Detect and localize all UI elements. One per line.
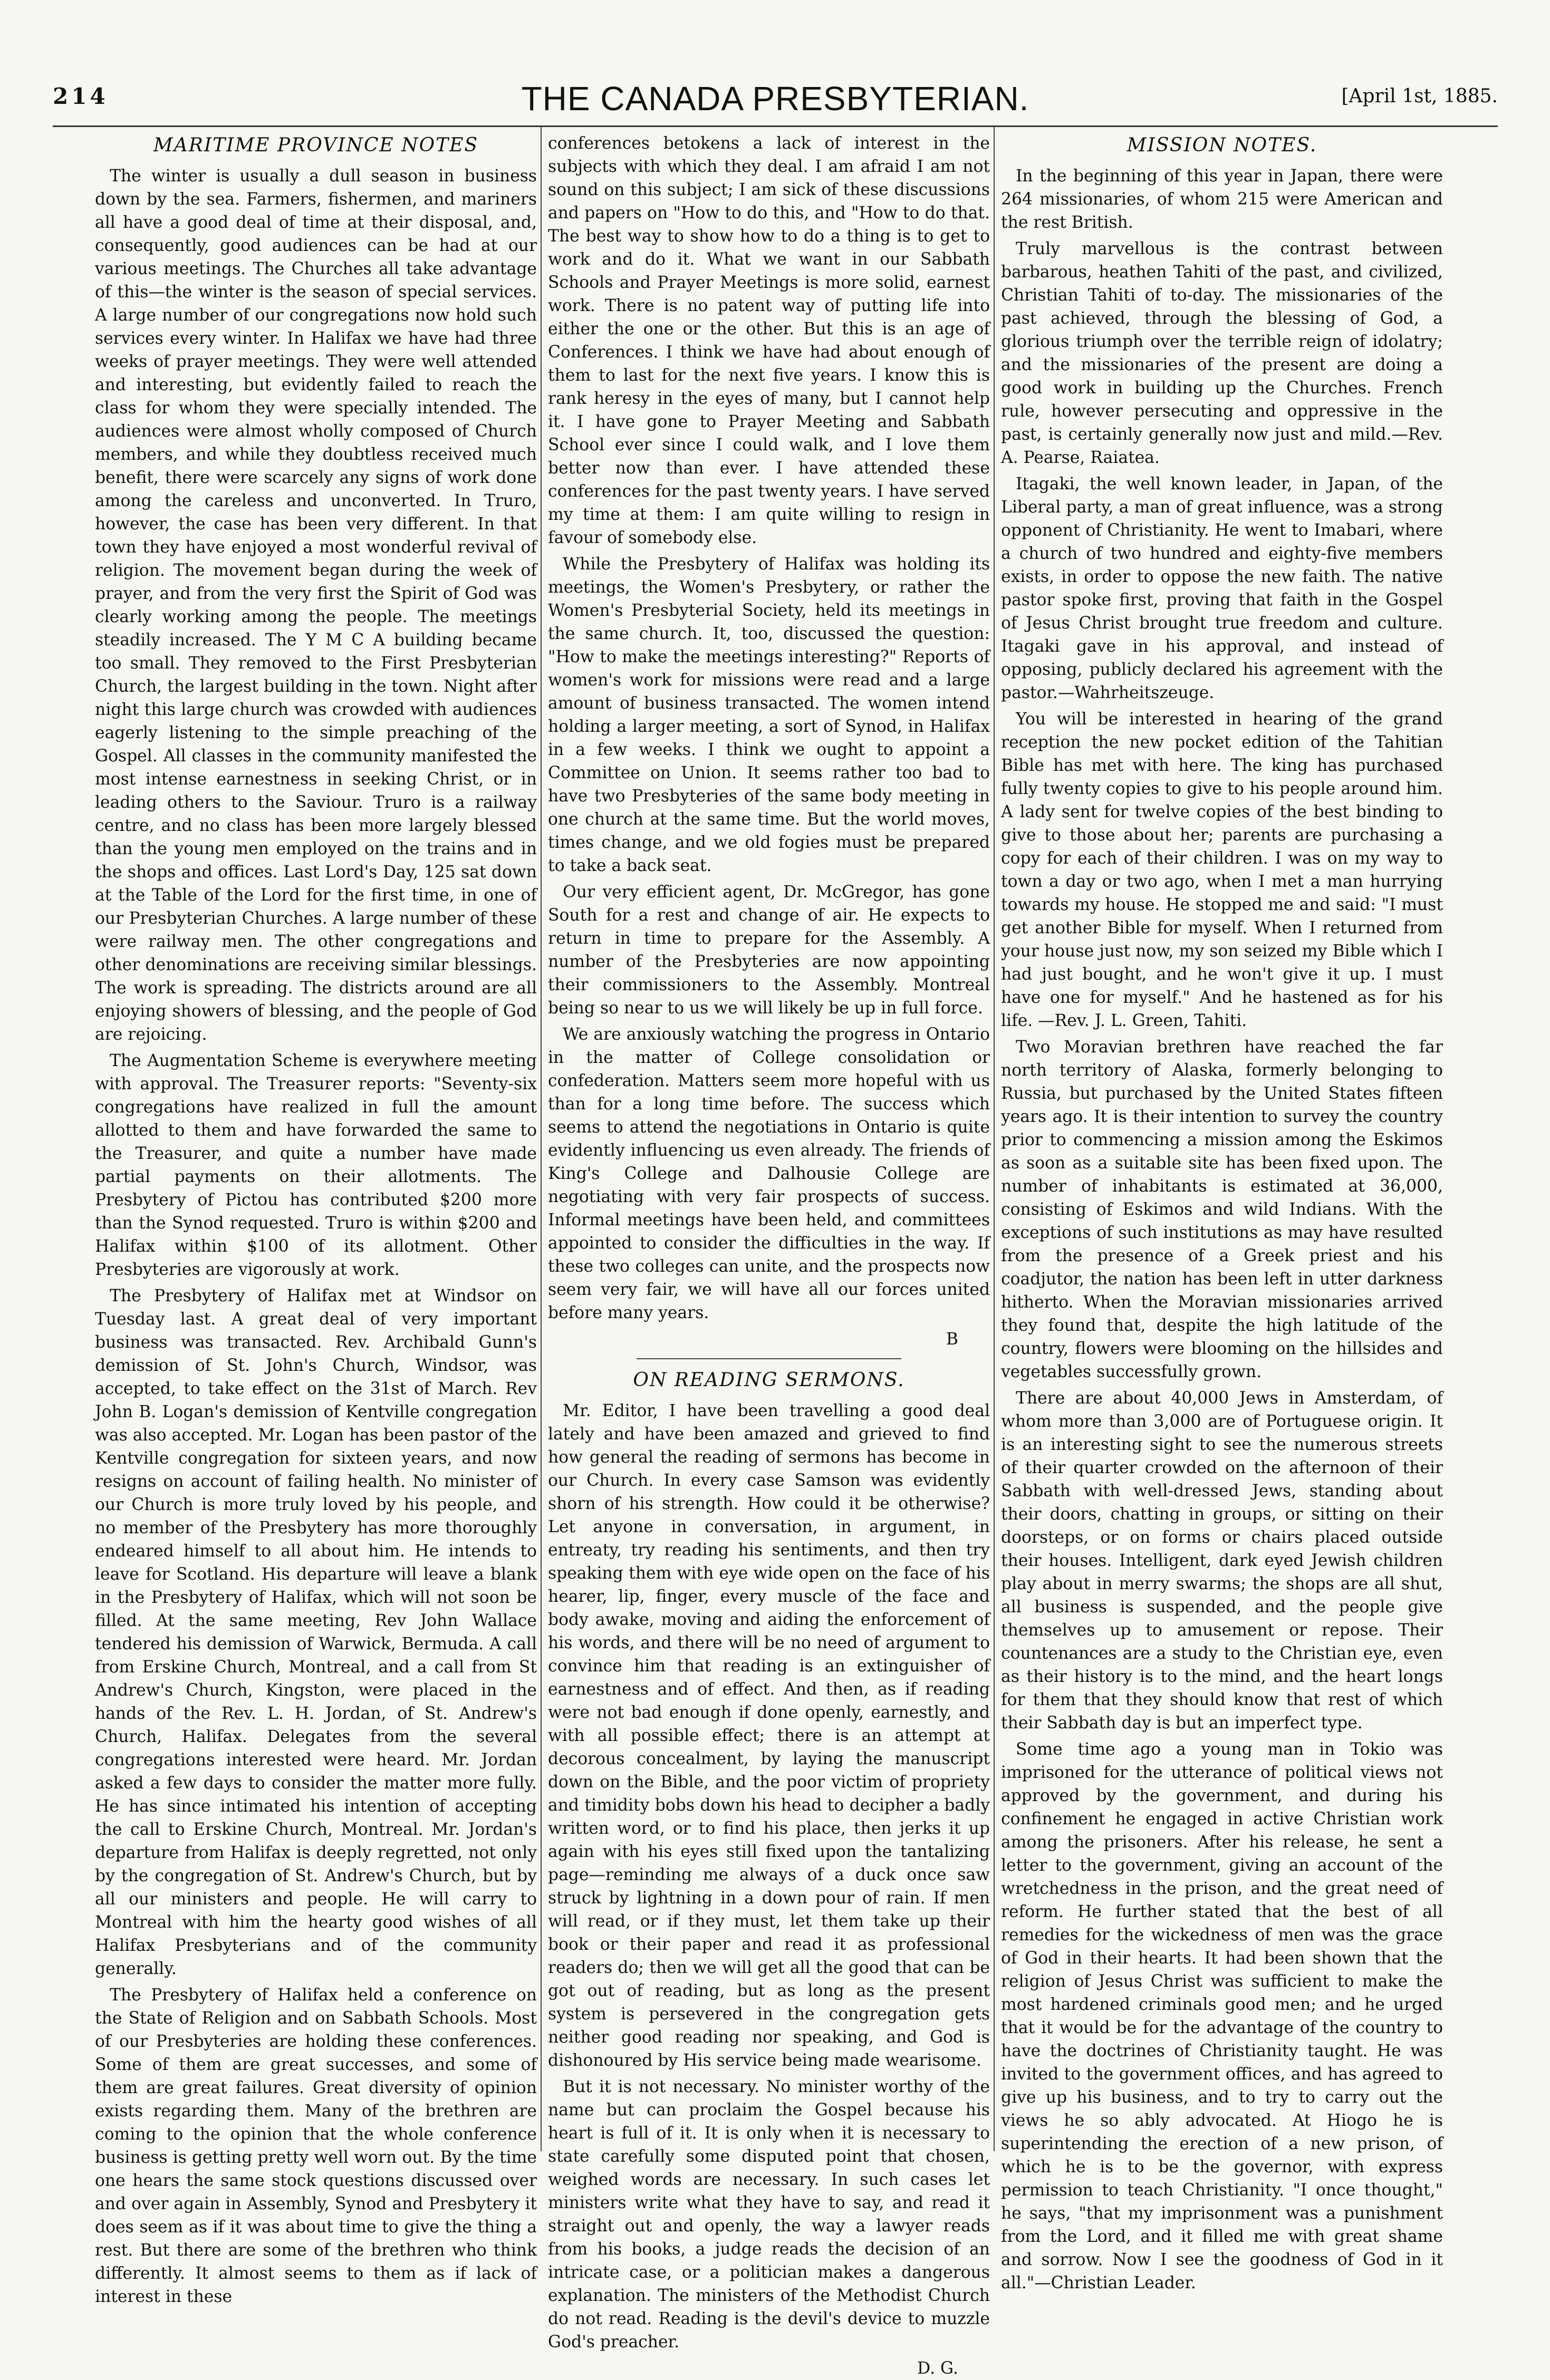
article-paragraph: Mr. Editor, I have been travelling a good deal lately and have been amazed and grieved to find how general the reading of sermons has become in our Church. In every case Samson was evidently shorn of his strength. How could it be otherwise? Let anyone in conversation, in argument, in entreaty, try reading his sentiments, and then try speaking them with eye wide open on the face of his hearer, lip, finger, every muscle of the face and body awake, moving and aiding the enforcement of his words, and there will be no need of argument to convince him that reading is an extinguisher of earnestness and of effect. And then, as if reading were not bad enough if done openly, earnestly, and with all possible effect; there is an attempt at decorous concealment, by laying the manuscript down on the Bible, and the poor victim of propriety and timidity bobs down his head to decipher a badly written word, or to find his place, then jerks it up again with his eyes still fixed upon the tantalizing page—reminding me always of a duck once saw struck by lightning in a down pour of rain. If men will read, or if they must, let them take up their book or their paper and read it as professional readers do; then we will get all the good that can be got out of reading, but as long as the present system is persevered in the congregation gets neither good reading nor speaking, and God is dishonoured by His service being made wearisome. [548, 1401, 990, 2070]
page-number: 214 [53, 83, 109, 109]
masthead-rule [53, 125, 1498, 127]
article-paragraph: While the Presbytery of Halifax was holding its meetings, the Women's Presbytery, or rather the Women's Presbyterial Society, held its meetings in the same church. It, too, discussed the question: "How to make the meetings interesting?" Reports of women's work for missions were read and a large amount of business transacted. The women intend holding a larger meeting, a sort of Synod, in Halifax in a few weeks. I think we ought to appoint a Committee on Union. It seems rather too bad to have two Presbyteries of the same body meeting in one church at the same time. But the world moves, times change, and we old fogies must be prepared to take a back seat. [548, 555, 990, 875]
article-paragraph: There are about 40,000 Jews in Amsterdam, of whom more than 3,000 are of Portuguese origin. It is an interesting sight to see the numerous streets of their quarter crowded on the afternoon of their Sabbath with well-dressed Jews, standing about their doors, chatting in groups, or sitting on their doorsteps, or on forms or chairs placed outside their houses. Intelligent, dark eyed Jewish children play about in merry swarms; the shops are all shut, all business is suspended, and the people give themselves up to amusement or repose. Their countenances are a study to the Christian eye, even as their history is to the mind, and the heart longs for them that they should know that rest of which their Sabbath day is but an imperfect type. [1001, 1389, 1443, 1733]
article-paragraph: In the beginning of this year in Japan, there were 264 missionaries, of whom 215 were American and the rest British. [1001, 167, 1443, 232]
column-divider [541, 127, 542, 2151]
issue-date: [April 1st, 1885. [1341, 85, 1498, 107]
article-paragraph: conferences betokens a lack of interest in the subjects with which they deal. I am afraid I am not sound on this subject; I am sick of these discussions and papers on "How to do this, and "How to do that. The best way to show how to do a thing is to get to work and do it. What we want in our Sabbath Schools and Prayer Meetings is more solid, earnest work. There is no patent way of putting life into either the one or the other. But this is an age of Conferences. I think we have had about enough of them to last for the next five years. I know this is rank heresy in the eyes of many, but I cannot help it. I have gone to Prayer Meeting and Sabbath School ever since I could walk, and I love them better now than ever. I have attended these conferences for the past twenty years. I have served my time at them: I am quite willing to resign in favour of somebody else. [548, 134, 990, 547]
article-paragraph: The Augmentation Scheme is everywhere meeting with approval. The Treasurer reports: "Seventy-six congregations have realized in full the amount allotted to them and have forwarded the same to the Treasurer, and quite a number have made partial payments on their allotments. The Presbytery of Pictou has contributed $200 more than the Synod requested. Truro is within $200 and Halifax within $100 of its allotment. Other Presbyteries are vigorously at work. [95, 1051, 537, 1279]
column-mission-notes [1001, 132, 1443, 2292]
article-paragraph: The Presbytery of Halifax held a conference on the State of Religion and on Sabbath Schools. Most of our Presbyteries are holding these conferences. Some of them are great successes, and some of them are great failures. Great diversity of opinion exists regarding them. Many of the brethren are coming to the opinion that the whole conference business is getting pretty well worn out. By the time one hears the same stock questions discussed over and over again in Assembly, Synod and Presbytery it does seem as if it was about time to give the thing a rest. But there are some of the brethren who think differently. It almost seems to them as if lack of interest in these [95, 1986, 537, 2306]
article-paragraph: Our very efficient agent, Dr. McGregor, has gone South for a rest and change of air. He expects to return in time to prepare for the Assembly. A number of the Presbyteries are now appointing their commissioners to the Assembly. Montreal being so near to us we will likely be up in full force. [548, 883, 990, 1018]
newspaper-title: THE CANADA PRESBYTERIAN. [521, 80, 1029, 118]
article-paragraph: The Presbytery of Halifax met at Windsor on Tuesday last. A great deal of very important business was transacted. Rev. Archibald Gunn's demission of St. John's Church, Windsor, was accepted, to take effect on the 31st of March. Rev John B. Logan's demission of Kentville congregation was also accepted. Mr. Logan has been pastor of the Kentville congregation for sixteen years, and now resigns on account of failing health. No minister of our Church is more truly loved by his people, and no member of the Presbytery has more thoroughly endeared himself to all about him. He intends to leave for Scotland. His departure will leave a blank in the Presbytery of Halifax, which will not soon be filled. At the same meeting, Rev John Wallace tendered his demission of Warwick, Bermuda. A call from Erskine Church, Montreal, and a call from St Andrew's Church, Kingston, were placed in the hands of the Rev. L. H. Jordan, of St. Andrew's Church, Halifax. Delegates from the several congregations interested were heard. Mr. Jordan asked a few days to consider the matter more fully. He has since intimated his intention of accepting the call to Erskine Church, Montreal. Mr. Jordan's departure from Halifax is deeply regretted, not only by the congregation of St. Andrew's Church, but by all our ministers and people. He will carry to Montreal with him the hearty good wishes of all Halifax Presbyterians and of the community generally. [95, 1286, 537, 1978]
article-paragraph: You will be interested in hearing of the grand reception the new pocket edition of the Tahitian Bible has met with here. The king has purchased fully twenty copies to give to his people around him. A lady sent for twelve copies of the best binding to give to those about her; parents are purchasing a copy for each of their children. I was on my way to town a day or two ago, when I met a man hurrying towards my house. He stopped me and said: "I must get another Bible for myself. When I returned from your house just now, my son seized my Bible which I had just bought, and he won't give it up. I must have one for myself." And he hastened as for his life. —Rev. J. L. Green, Tahiti. [1001, 710, 1443, 1030]
article-paragraph: Truly marvellous is the contrast between barbarous, heathen Tahiti of the past, and civilized, Christian Tahiti of to-day. The missionaries of the past achieved, through the blessing of God, a glorious triumph over the terrible reign of idolatry; and the missionaries of the present are doing a good work in building up the Churches. French rule, however persecuting and oppressive in the past, is certainly generally now just and mild.—Rev. A. Pearse, Raiatea. [1001, 239, 1443, 467]
column-maritime-notes [95, 132, 537, 2306]
author-signature: D. G. [917, 2359, 958, 2378]
author-signature: B [946, 1330, 958, 1349]
article-paragraph: The winter is usually a dull season in business down by the sea. Farmers, fishermen, and mariners all have a good deal of time at their disposal, and, consequently, good audiences can be had at our various meetings. The Churches all take advantage of this—the winter is the season of special services. A large number of our congregations now hold such services every winter. In Halifax we have had three weeks of prayer meetings. They were well attended and interesting, but evidently failed to reach the class for whom they were specially intended. The audiences were almost wholly composed of Church members, and while they doubtless received much benefit, there were scarcely any signs of work done among the careless and unconverted. In Truro, however, the case has been very different. In that town they have enjoyed a most wonderful revival of religion. The movement began during the week of prayer, and from the very first the Spirit of God was clearly working among the people. The meetings steadily increased. The Y M C A building became too small. They removed to the First Presbyterian Church, the largest building in the town. Night after night this large church was crowded with audiences eagerly listening to the simple preaching of the Gospel. All classes in the community manifested the most intense earnestness in seeking Christ, or in leading others to the Saviour. Truro is a railway centre, and no class has been more largely blessed than the young men employed on the trains and in the shops and offices. Last Lord's Day, 125 sat down at the Table of the Lord for the first time, in one of our Presbyterian Churches. A large number of these were railway men. The other congregations and other denominations are receiving similar blessings. The work is spreading. The districts around are all enjoying showers of blessing, and the people of God are rejoicing. [95, 167, 537, 1044]
section-divider [637, 1358, 902, 1359]
column-continued-and-sermons [548, 132, 990, 2378]
section-heading-reading-sermons: ON READING SERMONS. [633, 1369, 905, 1391]
article-paragraph: We are anxiously watching the progress in Ontario in the matter of College consolidation or confederation. Matters seem more hopeful with us than for a long time before. The success which seems to attend the negotiations in Ontario is quite evidently influencing us even already. The friends of King's College and Dalhousie College are negotiating with very fair prospects of success. Informal meetings have been held, and committees appointed to consider the difficulties in the way. If these two colleges can unite, and the prospects now seem very fair, we will have all our forces united before many years. [548, 1025, 990, 1322]
column-divider [994, 127, 995, 2151]
article-paragraph: Some time ago a young man in Tokio was imprisoned for the utterance of political views not approved by the government, and during his confinement he engaged in active Christian work among the prisoners. After his release, he sent a letter to the government, giving an account of the wretchedness in the prison, and the great need of reform. He further stated that the best of all remedies for the wickedness of men was the grace of God in their hearts. It had been shown that the religion of Jesus Christ was sufficient to make the most hardened criminals good men; and he urged that it would be for the advantage of the country to have the doctrines of Christianity taught. He was invited to the government offices, and has agreed to give up his business, and to try to carry out the views he so ably advocated. At Hiogo he is superintending the erection of a new prison, of which he is to be the governor, with express permission to teach Christianity. "I once thought," he says, "that my imprisonment was a punishment from the Lord, and it filled me with great shame and sorrow. Now I see the goodness of God in it all."—Christian Leader. [1001, 1740, 1443, 2292]
article-paragraph: But it is not necessary. No minister worthy of the name but can proclaim the Gospel because his heart is full of it. It is only when it is necessary to state carefully some disputed point that chosen, weighed words are necessary. In such cases let ministers write what they have to say, and read it straight out and openly, the way a lawyer reads from his books, a judge reads the decision of an intricate case, or a politician makes a dangerous explanation. The ministers of the Methodist Church do not read. Reading is the devil's device to muzzle God's preacher. [548, 2077, 990, 2352]
section-heading-maritime: MARITIME PROVINCE NOTES [153, 134, 479, 156]
section-heading-mission: MISSION NOTES. [1127, 134, 1317, 156]
masthead [53, 79, 1498, 121]
article-paragraph: Two Moravian brethren have reached the far north territory of Alaska, formerly belonging to Russia, but purchased by the United States fifteen years ago. It is their intention to survey the country prior to commencing a mission among the Eskimos as soon as a suitable site has been fixed upon. The number of inhabitants is estimated at 36,000, consisting of Eskimos and wild Indians. With the exceptions of such institutions as may have resulted from the presence of a Greek priest and his coadjutor, the nation has been left in utter darkness hitherto. When the Moravian missionaries arrived they found that, despite the high latitude of the country, flowers were blooming on the hillsides and vegetables successfully grown. [1001, 1038, 1443, 1381]
article-paragraph: Itagaki, the well known leader, in Japan, of the Liberal party, a man of great influence, was a strong opponent of Christianity. He went to Imabari, where a church of two hundred and eighty-five members exists, in order to oppose the new faith. The native pastor spoke first, proving that faith in the Gospel of Jesus Christ brought true freedom and culture. Itagaki gave in his approval, and instead of opposing, publicly declared his agreement with the pastor.—Wahrheitszeuge. [1001, 475, 1443, 702]
